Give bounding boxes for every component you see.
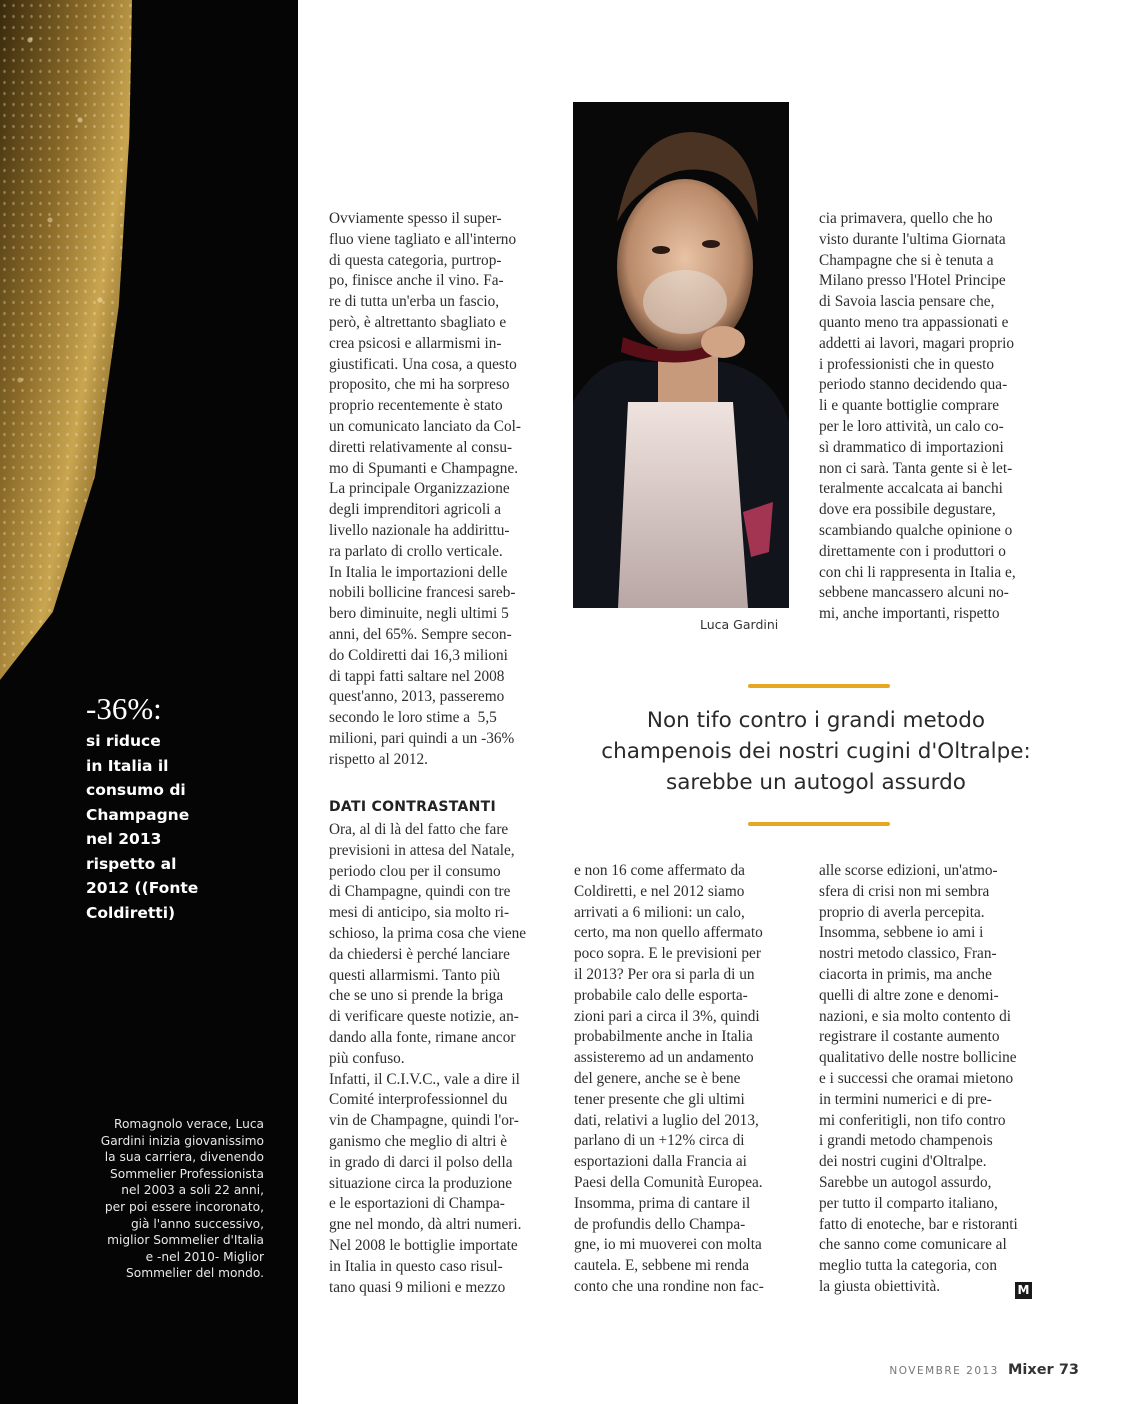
article-column-2: e non 16 come affermato da Coldiretti, e nel 2012 siamo arrivati a 6 milioni: un calo, certo, ma non quello affermato poco sopra. E le previsioni per il 2013? Per ora si parla di un probabile calo delle esporta- zioni pari a circa il 3%, quindi probabilmente anche in Italia assisteremo ad un andamento del genere, anche se è bene tener presente che gli ultimi dati, relativi a luglio del 2013, parlano di un +12% circa di esportazioni dalla Francia ai Paesi della Comunità Europea. Insomma, prima di cantare il de profundis dello Champa- gne, io mi muoverei con molta cautela. E, sebbene mi renda conto che una rondine non fac-	[574, 862, 764, 1295]
article-column-1-bottom: Ora, al di là del fatto che fare previsioni in attesa del Natale, periodo clou per il consumo di Champagne, quindi con tre mesi di anticipo, sia molto ri- schioso, la prima cosa che viene da chiedersi è perché lanciare questi allarmismi. Tanto più che se uno si prende la briga di verificare queste notizie, an- dando alla fonte, rimane ancor più confuso. Infatti, il C.I.V.C., vale a dire il Comité interprofessionnel du vin de Champagne, quindi l'or- ganismo che meglio di altri è in grado di darci il polso della situazione circa la produzione e le esportazioni di Champa- gne nel mondo, dà altri numeri. Nel 2008 le bottiglie importate in Italia in questo caso risul- tano quasi 9 milioni e mezzo	[329, 821, 527, 1296]
sidebar-panel	[0, 0, 298, 1404]
stat-value: -36%:	[86, 691, 162, 726]
page-footer	[889, 1359, 1079, 1378]
champagne-glass-image	[0, 0, 132, 680]
end-mark-icon: M	[1015, 1282, 1032, 1299]
page-number: 73	[1058, 1362, 1079, 1378]
section-subhead: DATI CONTRASTANTI	[329, 799, 497, 815]
article-column-3-top: cia primavera, quello che ho visto durante l'ultima Giornata Champagne che si è tenuta a Milano presso l'Hotel Principe di Savoia lascia pensare che, quanto meno tra appassionati e addetti ai lavori, magari proprio i professionisti che in questo periodo stanno decidendo qua- li e quante bottiglie comprare per le loro attività, un calo co- sì drammatico di importazioni non ci sarà. Tanta gente si è let- teralmente accalcata ai banchi dove era possibile degustare, scambiando qualche opinione o direttamente con i produttori o con chi li rappresenta in Italia e, sebbene mancassero alcuni no- mi, anche importanti, rispetto	[819, 210, 1016, 623]
stat-text: si riduce in Italia il consumo di Champagne nel 2013 rispetto al 2012 ((Fonte Coldiretti)	[86, 732, 199, 922]
article-column-1-top: Ovviamente spesso il super- fluo viene tagliato e all'interno di questa categoria, purtrop- po, finisce anche il vino. Fa- re di tutta un'erba un fascio, però, è altrettanto sbagliato e crea psicosi e allarmismi in- giustificati. Una cosa, a questo proposito, che mi ha sorpreso proprio recentemente è stato un comunicato lanciato da Col- diretti relativamente al consu- mo di Spumanti e Champagne. La principale Organizzazione degli imprenditori agricoli a livello nazionale ha addirittu- ra parlato di crollo verticale. In Italia le importazioni delle nobili bollicine francesi sareb- bero diminuite, negli ultimi 5 anni, del 65%. Sempre secon- do Coldiretti dai 16,3 milioni di tappi fatti saltare nel 2008 quest'anno, 2013, passeremo secondo le loro stime a 5,5 milioni, pari quindi a un -36% rispetto al 2012.	[329, 210, 522, 768]
footer-magazine: Mixer	[1007, 1362, 1054, 1378]
pull-quote: Non tifo contro i grandi metodo champenois dei nostri cugini d'Oltralpe: sarebbe un autogol assurdo	[601, 708, 1031, 795]
photo-caption: Luca Gardini	[700, 617, 779, 632]
pullquote-rule-top	[748, 684, 890, 688]
article-column-3-bottom: alle scorse edizioni, un'atmo- sfera di crisi non mi sembra proprio di averla percepita. Insomma, sebbene io ami i nostri metodo classico, Fran- ciacorta in primis, ma anche quelli di altre zone e denomi- nazioni, e sia molto contento di registrare il costante aumento qualitativo delle nostre bollicine e i successi che oramai mietono in termini numerici e di pre- mi conferitigli, non tifo contro i grandi metodo champenois dei nostri cugini d'Oltralpe. Sarebbe un autogol assurdo, per tutto il comparto italiano, fatto di enoteche, bar e ristoranti che sanno come comunicare al meglio tutta la categoria, con la giusta obiettività.	[819, 862, 1018, 1295]
portrait-illustration	[573, 102, 789, 608]
stat-callout	[86, 693, 286, 925]
footer-month: NOVEMBRE 2013	[889, 1365, 999, 1377]
author-bio: Romagnolo verace, Luca Gardini inizia giovanissimo la sua carriera, divenendo Sommelier Professionista nel 2003 a soli 22 anni, per poi essere incoronato, già l'anno successivo, miglior Sommelier d'Italia e -nel 2010- Miglior Sommelier del mondo.	[100, 1117, 264, 1281]
pullquote-rule-bottom	[748, 822, 890, 826]
portrait-photo	[573, 102, 789, 608]
